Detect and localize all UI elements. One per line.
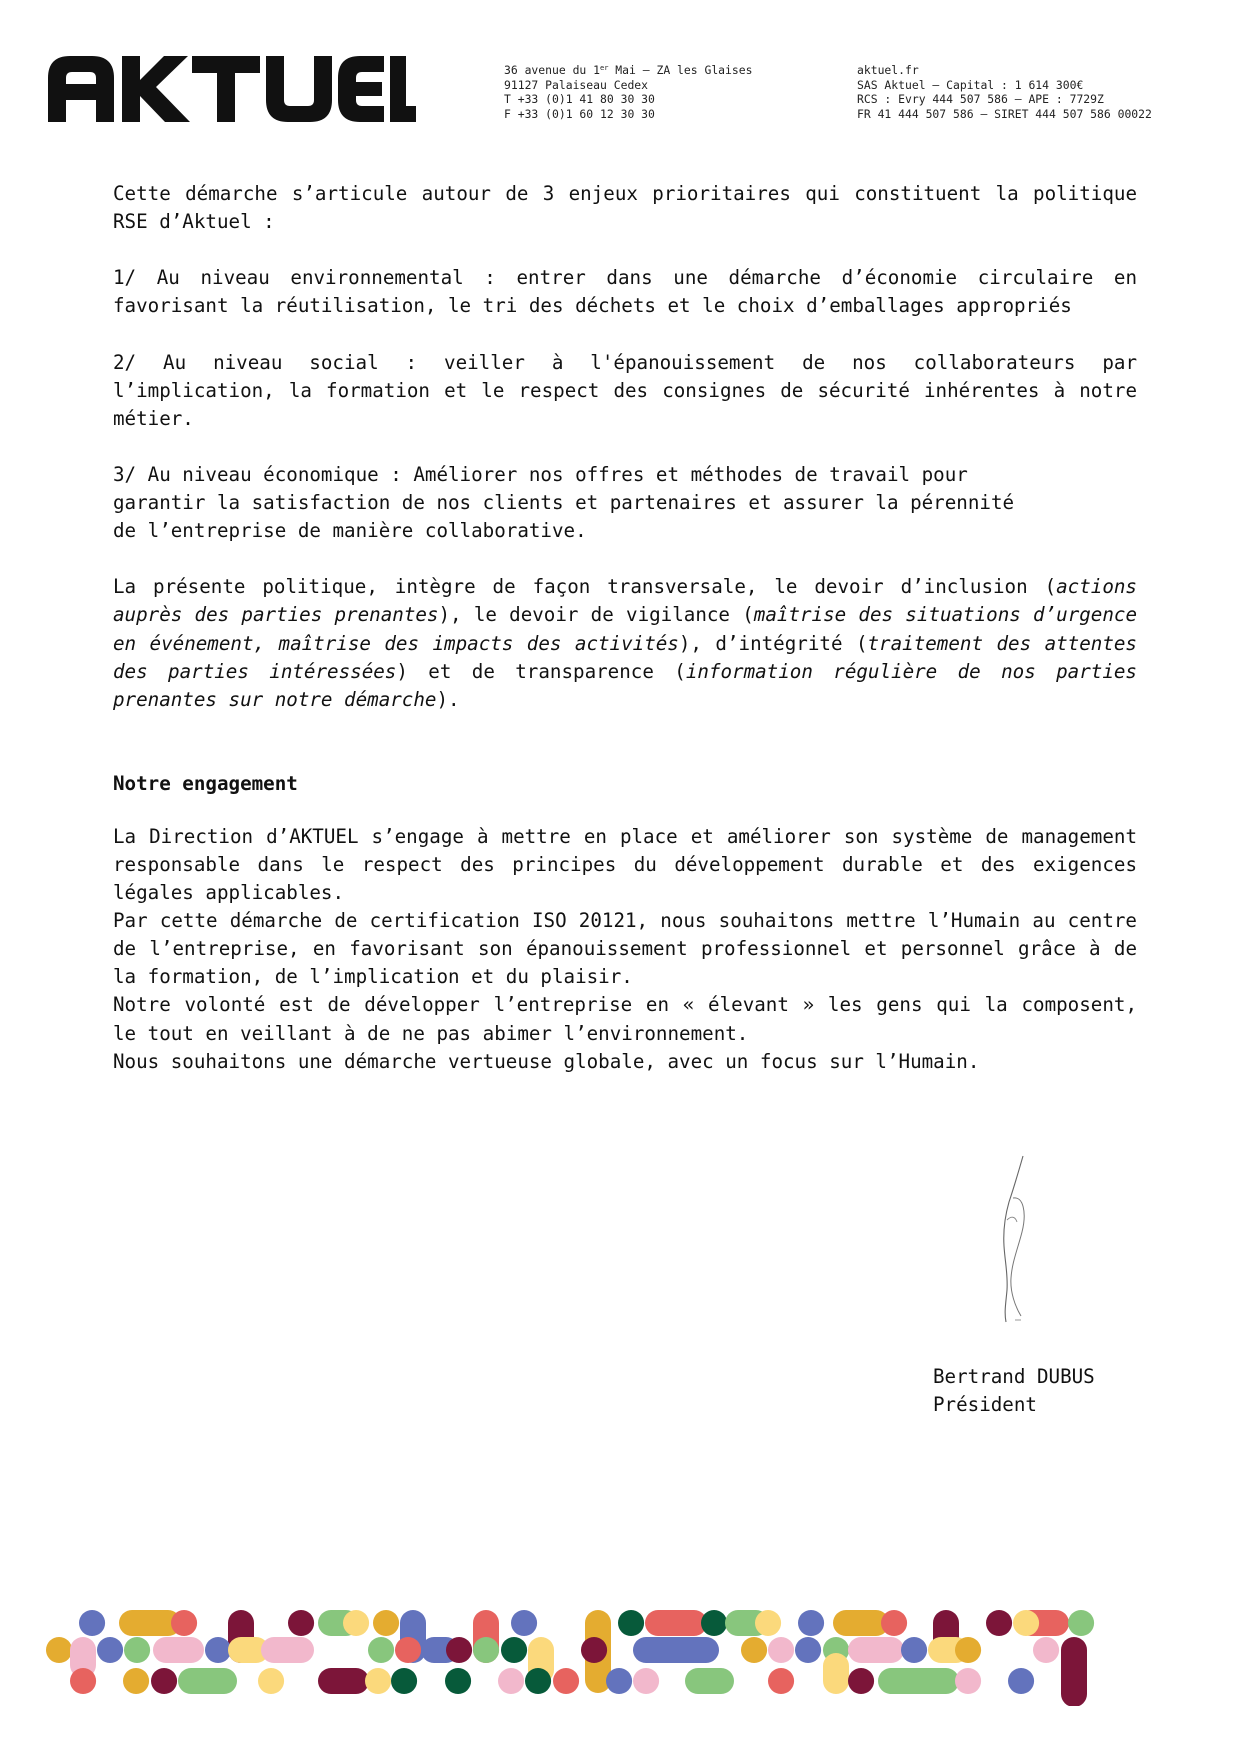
siret-info: FR 41 444 507 586 – SIRET 444 507 586 00022 bbox=[857, 106, 1152, 121]
social-paragraph: 2/ Au niveau social : veiller à l'épanouissement de nos collaborateurs par l’implication, la formation et le respect des consignes de sécurité inhérentes à notre métier. bbox=[113, 350, 1137, 430]
engagement-paragraph-1: La Direction d’AKTUEL s’engage à mettre en place et améliorer son système de management responsable dans le respect des principes du développement durable et des exigences légales applicables. bbox=[113, 824, 1137, 905]
company-address bbox=[504, 63, 752, 121]
signatory-title: Président bbox=[933, 1393, 1037, 1417]
fax-number: F +33 (0)1 60 12 30 30 bbox=[504, 106, 655, 121]
engagement-paragraph-2: Par cette démarche de certification ISO 20121, nous souhaitons mettre l’Humain au centre de l’entreprise, en favorisant son épanouissement professionnel et personnel grâce à de la formation, de l’implication et du plaisir. bbox=[113, 909, 1137, 989]
decorative-footer-pattern bbox=[46, 1610, 1196, 1706]
handwritten-signature bbox=[975, 1150, 1045, 1325]
address-line-2: 91127 Palaiseau Cedex bbox=[504, 77, 649, 92]
capital-info: SAS Aktuel – Capital : 1 614 300€ bbox=[857, 77, 1084, 92]
intro-paragraph: Cette démarche s’articule autour de 3 enjeux prioritaires qui constituent la politique RSE d’Aktuel : bbox=[113, 182, 1137, 234]
aktuel-logo bbox=[48, 56, 416, 122]
signatory bbox=[933, 1363, 1095, 1419]
company-legal-info bbox=[857, 63, 1152, 121]
signatory-name: Bertrand DUBUS bbox=[933, 1365, 1095, 1388]
phone-number: T +33 (0)1 41 80 30 30 bbox=[504, 92, 655, 107]
engagement-heading: Notre engagement bbox=[113, 771, 298, 795]
economic-paragraph: 3/ Au niveau économique : Améliorer nos offres et méthodes de travail pour garantir la satisfaction de nos clients et partenaires et assurer la pérennité de l’entreprise de manière collaborative. bbox=[113, 462, 1015, 543]
environment-paragraph: 1/ Au niveau environnemental : entrer dans une démarche d’économie circulaire en favorisant la réutilisation, le tri des déchets et le choix d’emballages appropriés bbox=[113, 266, 1137, 318]
engagement-paragraph-3: Notre volonté est de développer l’entreprise en « élevant » les gens qui la composent, le tout en veillant à de ne pas abimer l’environnement. bbox=[113, 993, 1137, 1045]
engagement-paragraph-4: Nous souhaitons une démarche vertueuse globale, avec un focus sur l’Humain. bbox=[113, 1049, 980, 1073]
address-line-1: 36 avenue du 1er Mai – ZA les Glaises bbox=[504, 63, 753, 77]
letter-body bbox=[113, 180, 1137, 1076]
rcs-info: RCS : Evry 444 507 586 – APE : 7729Z bbox=[857, 92, 1104, 107]
policy-paragraph: La présente politique, intègre de façon transversale, le devoir d’inclusion (actions auprès des parties prenantes), le devoir de vigilance (maîtrise des situations d’urgence en événement, maîtrise des impacts des activités), d’intégrité (traitement des attentes des parties intéressées) et de transparence (information régulière de nos parties prenantes sur notre démarche). bbox=[113, 575, 1138, 711]
website-link[interactable]: aktuel.fr bbox=[857, 63, 919, 77]
